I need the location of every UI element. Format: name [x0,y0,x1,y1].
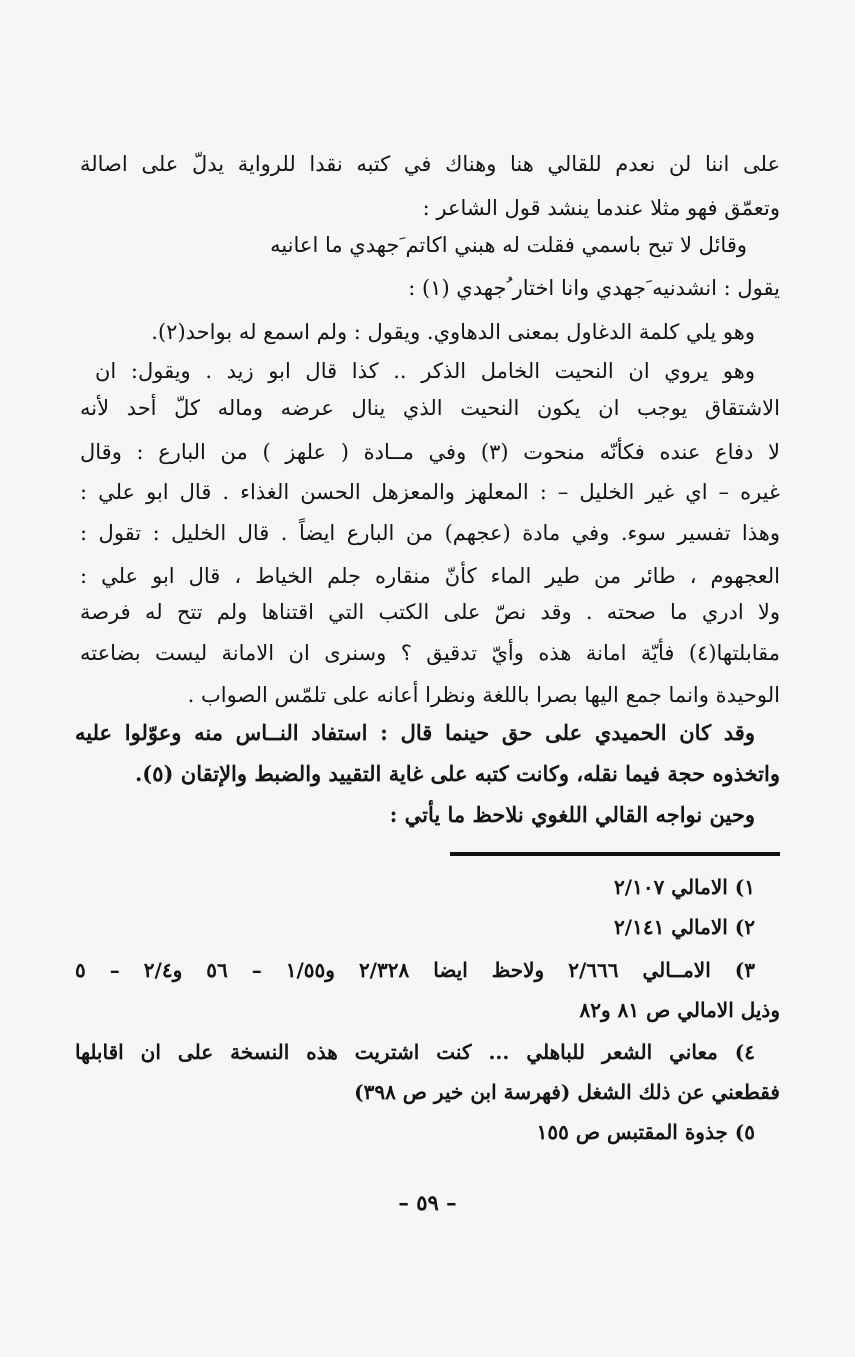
body-line-12: ولا ادري ما صحته . وقد نصّ على الكتب التي اقتناها ولم تتح له فرصة [80,600,780,624]
body-line-14: الوحيدة وانما جمع اليها بصرا باللغة ونظرا أعانه على تلمّس الصواب . [187,683,780,707]
body-line-13: مقابلتها(٤) فأيّة امانة هذه وأيّ تدقيق ؟ وسنرى ان الامانة ليست بضاعته [80,641,780,665]
body-line-16: واتخذوه حجة فيما نقله، وكانت كتبه على غاية التقييد والضبط والإتقان (٥). [135,761,780,786]
footnote-2: ٢) الامالي ٢/١٤١ [614,915,755,939]
footnote-divider [450,852,780,856]
body-line-9: غيره – اي غير الخليل – : المعلهز والمعزهل الحسن الغذاء . قال ابو علي : [80,480,780,504]
footnote-3-continued: وذيل الامالي ص ٨١ و٨٢ [579,998,780,1022]
body-line-7: الاشتقاق يوجب ان يكون النحيت الذي ينال عرضه وماله كلّ أحد لأنه [80,396,780,420]
page-number: – ٥٩ – [398,1190,457,1215]
footnote-3: ٣) الامــالي ٢/٦٦٦ ولاحظ ايضا ٢/٣٢٨ و١/٥٥ – ٥٦ و٢/٤ – ٥ [75,958,755,982]
body-line-2: وتعمّق فهو مثلا عندما ينشد قول الشاعر : [422,196,780,220]
body-line-1: على اننا لن نعدم للقالي هنا وهناك في كتبه نقدا للرواية يدلّ على اصالة [80,152,780,176]
body-line-11: العجهوم ، طائر من طير الماء كأنّ منقاره جلم الخياط ، قال ابو علي : [80,564,780,588]
footnote-4: ٤) معاني الشعر للباهلي ... كنت اشتريت هذه النسخة على ان اقابلها [75,1040,755,1064]
footnote-5: ٥) جذوة المقتبس ص ١٥٥ [536,1120,755,1144]
body-line-5: وهو يلي كلمة الدغاول بمعنى الدهاوي. ويقول : ولم اسمع له بواحد(٢). [151,320,755,344]
body-line-15: وقد كان الحميدي على حق حينما قال : استفاد النــاس منه وعوّلوا عليه [75,720,755,745]
body-line-8: لا دفاع عنده فكأنّه منحوت (٣) وفي مــادة ( علهز ) من البارع : وقال [80,440,781,464]
footnote-4-continued: فقطعني عن ذلك الشغل (فهرسة ابن خير ص ٣٩٨) [354,1080,780,1104]
footnote-1: ١) الامالي ٢/١٠٧ [614,875,755,899]
body-line-4: يقول : انشدنيه َجهدي وانا اختار ُجهدي (١) : [408,276,780,300]
verse-line: وقائل لا تبح باسمي فقلت له هبني اكاتم َجهدي ما اعانيه [270,233,747,257]
body-line-10: وهذا تفسير سوء. وفي مادة (عجهم) من البارع ايضاً . قال الخليل : تقول : [80,521,780,545]
body-line-17: وحين نواجه القالي اللغوي نلاحظ ما يأتي : [389,802,755,827]
body-line-6: وهو يروي ان النحيت الخامل الذكر .. كذا قال ابو زيد . ويقول: ان [95,359,755,383]
